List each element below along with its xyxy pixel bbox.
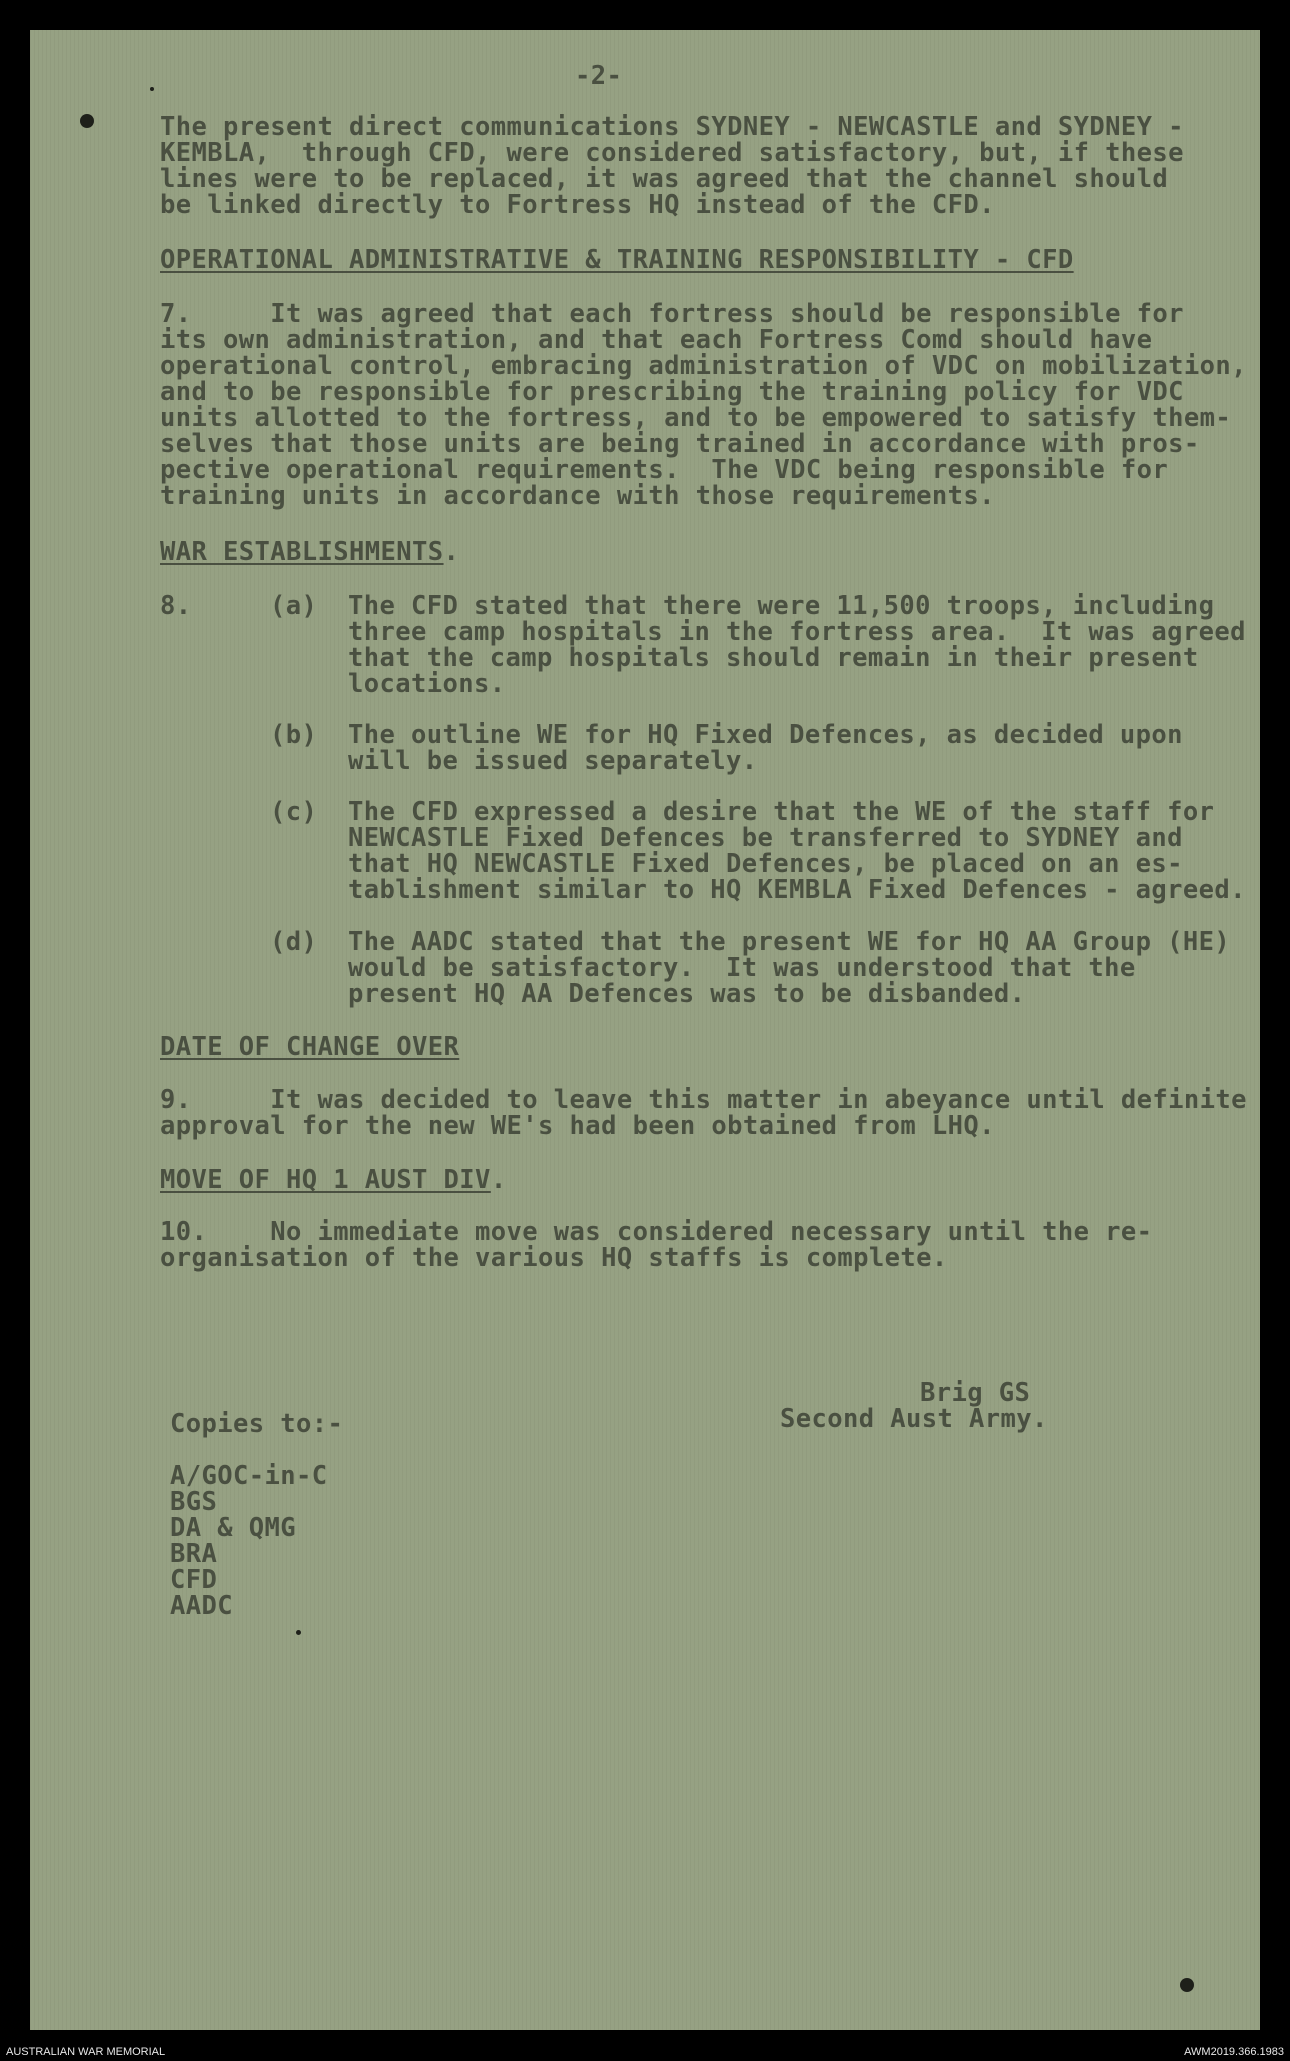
text-line: three camp hospitals in the fortress area. It was agreed bbox=[348, 617, 1246, 647]
heading-suffix: . bbox=[443, 537, 460, 567]
item-label: (c) bbox=[270, 797, 318, 827]
text-line: tablishment similar to HQ KEMBLA Fixed Defences - agreed. bbox=[348, 875, 1246, 905]
text-line: operational control, embracing administration of VDC on mobilization, bbox=[160, 351, 1247, 381]
footer-right: AWM2019.366.1983 bbox=[1184, 2046, 1284, 2058]
copy-recipient: BRA bbox=[170, 1539, 218, 1569]
copy-recipient: AADC bbox=[170, 1591, 234, 1621]
heading-operational: OPERATIONAL ADMINISTRATIVE & TRAINING RESPONSIBILITY - CFD bbox=[160, 245, 1074, 275]
text-line: 9. It was decided to leave this matter in abeyance until definite bbox=[160, 1085, 1247, 1115]
text-line: The AADC stated that the present WE for HQ AA Group (HE) bbox=[348, 927, 1231, 957]
heading-war-establishments bbox=[160, 537, 460, 567]
heading-suffix: . bbox=[490, 1165, 507, 1195]
signature-unit: Second Aust Army. bbox=[780, 1404, 1048, 1434]
punch-hole-top bbox=[80, 114, 94, 128]
heading-text: MOVE OF HQ 1 AUST DIV bbox=[160, 1165, 491, 1195]
punch-hole-bottom bbox=[1180, 1978, 1194, 1992]
text-line: organisation of the various HQ staffs is complete. bbox=[160, 1243, 948, 1273]
text-line: would be satisfactory. It was understood that the bbox=[348, 953, 1136, 983]
text-line: selves that those units are being trained in accordance with pros- bbox=[160, 429, 1200, 459]
text-line: units allotted to the fortress, and to be empowered to satisfy them- bbox=[160, 403, 1232, 433]
text-line: KEMBLA, through CFD, were considered satisfactory, but, if these bbox=[160, 138, 1184, 168]
text-line: The CFD expressed a desire that the WE of the staff for bbox=[348, 797, 1215, 827]
text-line: that the camp hospitals should remain in their present bbox=[348, 643, 1199, 673]
text-line: NEWCASTLE Fixed Defences be transferred to SYDNEY and bbox=[348, 823, 1183, 853]
ink-speck bbox=[150, 87, 154, 91]
text-line: its own administration, and that each Fortress Comd should have bbox=[160, 325, 1153, 355]
copy-recipient: BGS bbox=[170, 1487, 218, 1517]
text-line: present HQ AA Defences was to be disbanded. bbox=[348, 979, 1026, 1009]
item-label: (a) bbox=[270, 591, 318, 621]
footer-left: AUSTRALIAN WAR MEMORIAL bbox=[6, 2046, 166, 2058]
heading-move-of-hq bbox=[160, 1165, 507, 1195]
text-line: 7. It was agreed that each fortress should be responsible for bbox=[160, 299, 1184, 329]
item-label: (d) bbox=[270, 927, 318, 957]
text-line: be linked directly to Fortress HQ instead of the CFD. bbox=[160, 190, 995, 220]
text-line: lines were to be replaced, it was agreed that the channel should bbox=[160, 164, 1169, 194]
text-line: that HQ NEWCASTLE Fixed Defences, be placed on an es- bbox=[348, 849, 1183, 879]
text-line: and to be responsible for prescribing the training policy for VDC bbox=[160, 377, 1184, 407]
text-line: training units in accordance with those requirements. bbox=[160, 481, 995, 511]
text-line: 10. No immediate move was considered necessary until the re- bbox=[160, 1217, 1153, 1247]
document-page bbox=[30, 30, 1260, 2030]
text-line: The CFD stated that there were 11,500 troops, including bbox=[348, 591, 1215, 621]
text-line: approval for the new WE's had been obtained from LHQ. bbox=[160, 1111, 995, 1141]
copy-recipient: DA & QMG bbox=[170, 1513, 297, 1543]
item-label: (b) bbox=[270, 720, 318, 750]
heading-text: WAR ESTABLISHMENTS bbox=[160, 537, 444, 567]
copy-recipient: CFD bbox=[170, 1565, 218, 1595]
text-line: pective operational requirements. The VDC being responsible for bbox=[160, 455, 1169, 485]
text-line: will be issued separately. bbox=[348, 746, 758, 776]
text-line: locations. bbox=[348, 669, 506, 699]
page-number: -2- bbox=[575, 61, 623, 91]
signature-rank: Brig GS bbox=[920, 1378, 1031, 1408]
ink-speck bbox=[296, 1630, 301, 1635]
copy-recipient: A/GOC-in-C bbox=[170, 1461, 328, 1491]
text-line: The outline WE for HQ Fixed Defences, as decided upon bbox=[348, 720, 1183, 750]
text-line: The present direct communications SYDNEY - NEWCASTLE and SYDNEY - bbox=[160, 112, 1184, 142]
paragraph-8-number: 8. bbox=[160, 591, 192, 621]
heading-date-of-change-over: DATE OF CHANGE OVER bbox=[160, 1032, 460, 1062]
copies-label: Copies to:- bbox=[170, 1409, 344, 1439]
